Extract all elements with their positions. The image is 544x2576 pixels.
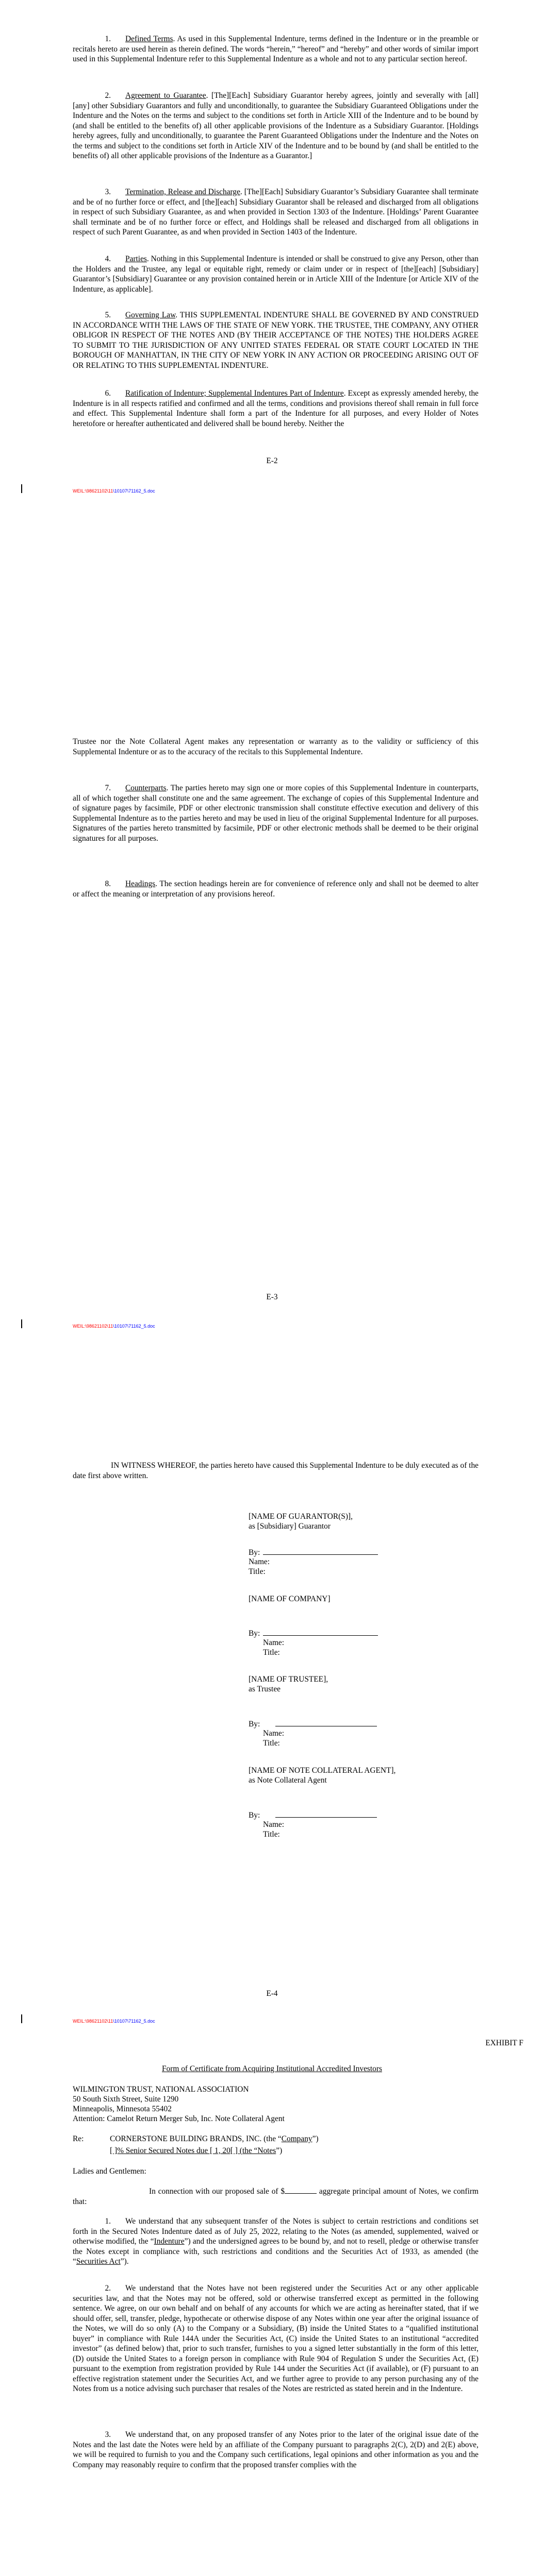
re-company: CORNERSTONE BUILDING BRANDS, INC. (the “Company”) bbox=[110, 2134, 319, 2143]
name-label: Name: bbox=[249, 1557, 270, 1566]
section-heading: Ratification of Indenture; Supplemental Indentures Part of Indenture bbox=[125, 389, 344, 398]
signatory-name: [NAME OF NOTE COLLATERAL AGENT], bbox=[249, 1766, 396, 1775]
signatory-name: [NAME OF TRUSTEE], bbox=[249, 1675, 328, 1684]
signature-line[interactable]: By: bbox=[249, 1810, 377, 1821]
page-number: E-4 bbox=[266, 1989, 278, 1998]
title-label: Title: bbox=[263, 1648, 280, 1657]
document-id: WEIL:\98621102\11\10107\71162_5.doc bbox=[73, 1324, 155, 1329]
clause-1: 1. We understand that any subsequent transfer of the Notes is subject to certain restrictions and conditions set forth in the Secured Notes Indenture dated as of July 25, 2022, relating to the Notes (as amended, supplemented, waived or otherwise modified, the “Indenture”) and the undersigned agrees to be bound by, and not to resell, pledge or otherwise transfer the Notes except in compliance with, such restrictions and conditions and the Securities Act of 1933, as amended (the “Securities Act”). bbox=[73, 2217, 479, 2266]
section-3-termination: 3. Termination, Release and Discharge. [The][Each] Subsidiary Guarantor’s Subsidiary Guarantee shall terminate and be of no further force or effect, and [the][each] Subsidiary Guarantor shall be released and discharged from all obligations in respect of such Subsidiary Guarantee, as and when provided in Section 1303 of the Indenture. [Holdings’ Parent Guarantee shall terminate and be of no further force or effect, and Holdings shall be released and discharged from all obligations in respect of such Parent Guarantee, as and when provided in Section 1403 of the Indenture. bbox=[73, 188, 479, 236]
re-label: Re: bbox=[73, 2134, 84, 2143]
section-6-ratification: 6. Ratification of Indenture; Supplemental Indentures Part of Indenture. Except as expressly amended hereby, the Indenture is in all respects ratified and confirmed and all the terms, conditions and provisions thereof shall remain in full force and effect. This Supplemental Indenture shall form a part of the Indenture for all purposes, and every Holder of Notes heretofore or hereafter authenticated and delivered shall be bound hereby. Neither the bbox=[73, 389, 479, 428]
address-line: Minneapolis, Minnesota 55402 bbox=[73, 2105, 172, 2113]
section-heading: Headings bbox=[125, 879, 156, 888]
form-title: Form of Certificate from Acquiring Institutional Accredited Investors bbox=[162, 2064, 382, 2073]
section-heading: Counterparts bbox=[125, 784, 167, 792]
section-4-parties: 4. Parties. Nothing in this Supplemental Indenture is intended or shall be construed to give any Person, other than the Holders and the Trustee, any legal or equitable right, remedy or claim under or in respect of [the][each] [Subsidiary] Guarantor’s [Subsidiary] Guarantee or any provision contained herein or in Article XIII of the Indenture [or Article XIV of the Indenture, as applicable]. bbox=[73, 255, 479, 294]
document-id: WEIL:\98621102\11\10107\71162_5.doc bbox=[73, 488, 155, 494]
title-label: Title: bbox=[249, 1567, 266, 1576]
address-line: 50 South Sixth Street, Suite 1290 bbox=[73, 2095, 179, 2104]
signatory-role: as Trustee bbox=[249, 1685, 281, 1693]
clause-3: 3. We understand that, on any proposed transfer of any Notes prior to the later of the original issue date of the Notes and the last date the Notes were held by an affiliate of the Company pursuant to paragraphs 2(C), 2(D) and 2(E) above, we will be required to furnish to you and the Company such certifications, legal opinions and other information as you and the Company may reasonably require to confirm that the proposed transfer complies with the bbox=[73, 2430, 479, 2469]
signature-line[interactable]: By: bbox=[249, 1547, 378, 1558]
re-notes: [ ]% Senior Secured Notes due [ 1, 20[ ] (the “Notes”) bbox=[110, 2146, 283, 2155]
section-2-agreement-to-guarantee: 2. Agreement to Guarantee. [The][Each] Subsidiary Guarantor hereby agrees, jointly and severally with [all] [any] other Subsidiary Guarantors and fully and unconditionally, to guarantee the Subsidiary Guaranteed Obligations under the Indenture and the Notes on the terms and subject to the conditions set forth in Article XIII of the Indenture and to be bound by (and shall be entitled to the benefits of) all other applicable provisions of the Indenture as a Subsidiary Guarantor. [Holdings hereby agrees, fully and unconditionally, to guarantee the Parent Guaranteed Obligations under the Indenture and the Notes on the terms and subject to the conditions set forth in Article XIV of the Indenture and to be bound by (and shall be entitled to the benefits of) all other applicable provisions of the Indenture as a Guarantor.] bbox=[73, 91, 479, 160]
amount-blank[interactable] bbox=[285, 2193, 317, 2194]
section-heading: Defined Terms bbox=[125, 35, 173, 43]
address-line: WILMINGTON TRUST, NATIONAL ASSOCIATION bbox=[73, 2085, 249, 2094]
title-label: Title: bbox=[263, 1830, 280, 1839]
document-id: WEIL:\98621102\11\10107\71162_5.doc bbox=[73, 2019, 155, 2024]
section-heading: Termination, Release and Discharge bbox=[125, 188, 240, 196]
section-1-defined-terms: 1. Defined Terms. As used in this Supplemental Indenture, terms defined in the Indenture or in the preamble or recitals hereto are used herein as therein defined. The words “herein,” “hereof” and “hereby” and other words of similar import used in this Supplemental Indenture refer to this Supplemental Indenture as a whole and not to any particular section hereof. bbox=[73, 35, 479, 63]
signatory-name: [NAME OF GUARANTOR(S)], bbox=[249, 1512, 353, 1521]
signatory-role: as Note Collateral Agent bbox=[249, 1776, 327, 1785]
name-label: Name: bbox=[263, 1820, 285, 1829]
signature-line[interactable]: By: bbox=[249, 1628, 378, 1639]
signatory-role: as [Subsidiary] Guarantor bbox=[249, 1522, 331, 1531]
continued-paragraph: Trustee nor the Note Collateral Agent makes any representation or warranty as to the validity or sufficiency of this Supplemental Indenture or as to the accuracy of the recitals to this Supplemental Indenture. bbox=[73, 737, 479, 756]
signatory-name: [NAME OF COMPANY] bbox=[249, 1595, 331, 1603]
section-heading: Governing Law bbox=[125, 311, 176, 319]
name-label: Name: bbox=[263, 1638, 285, 1647]
section-8-headings: 8. Headings. The section headings herein are for convenience of reference only and shall not be deemed to alter or affect the meaning or interpretation of any provisions hereof. bbox=[73, 879, 479, 899]
page-number: E-3 bbox=[266, 1293, 278, 1301]
salutation: Ladies and Gentlemen: bbox=[73, 2167, 146, 2176]
section-heading: Agreement to Guarantee bbox=[125, 91, 206, 100]
exhibit-label: EXHIBIT F bbox=[485, 2039, 523, 2047]
section-5-governing-law: 5. Governing Law. THIS SUPPLEMENTAL INDENTURE SHALL BE GOVERNED BY AND CONSTRUED IN ACCORDANCE WITH THE LAWS OF THE STATE OF NEW YORK. THE TRUSTEE, THE COMPANY, ANY OTHER OBLIGOR IN RESPECT OF THE NOTES AND (BY THEIR ACCEPTANCE OF THE NOTES) THE HOLDERS AGREE TO SUBMIT TO THE JURISDICTION OF ANY UNITED STATES FEDERAL OR STATE COURT LOCATED IN THE BOROUGH OF MANHATTAN, IN THE CITY OF NEW YORK IN ANY ACTION OR PROCEEDING ARISING OUT OF OR RELATING TO THIS SUPPLEMENTAL INDENTURE. bbox=[73, 311, 479, 370]
section-heading: Parties bbox=[125, 255, 147, 263]
name-label: Name: bbox=[263, 1729, 285, 1738]
page-number: E-2 bbox=[266, 456, 278, 465]
clause-2: 2. We understand that the Notes have not been registered under the Securities Act or any other applicable securities law, and that the Notes may not be offered, sold or otherwise transferred except as permitted in the following sentence. We agree, on our own behalf and on behalf of any accounts for which we are acting as hereinafter stated, that if we should offer, sell, transfer, pledge, hypothecate or otherwise dispose of any Notes within one year after the original issuance of the Notes, we will do so only (A) to the Company or a Subsidiary, (B) inside the United States to a “qualified institutional buyer” in compliance with Rule 144A under the Securities Act, (C) inside the United States to an institutional “accredited investor” (as defined below) that, prior to such transfer, furnishes to you a signed letter substantially in the form of this letter, (D) outside the United States to a foreign person in compliance with Rule 904 of Regulation S under the Securities Act, (E) pursuant to the exemption from registration provided by Rule 144 under the Securities Act (if available), or (F) pursuant to an effective registration statement under the Securities Act, and we further agree to provide to any person purchasing any of the Notes from us a notice advising such purchaser that resales of the Notes are restricted as stated herein and in the Indenture. bbox=[73, 2284, 479, 2393]
intro-paragraph: In connection with our proposed sale of $ aggregate principal amount of Notes, we confirm that: bbox=[73, 2187, 479, 2206]
section-7-counterparts: 7. Counterparts. The parties hereto may sign one or more copies of this Supplemental Indenture in counterparts, all of which together shall constitute one and the same agreement. The exchange of copies of this Supplemental Indenture and of signature pages by facsimile, PDF or other electronic transmission shall constitute effective execution and delivery of this Supplemental Indenture as to the parties hereto and may be used in lieu of the original Supplemental Indenture for all purposes. Signatures of the parties hereto transmitted by facsimile, PDF or other electronic methods shall be deemed to be their original signatures for all purposes. bbox=[73, 784, 479, 843]
signature-line[interactable]: By: bbox=[249, 1719, 377, 1730]
in-witness-whereof: IN WITNESS WHEREOF, the parties hereto have caused this Supplemental Indenture to be duly executed as of the date first above written. bbox=[73, 1461, 479, 1480]
address-line: Attention: Camelot Return Merger Sub, Inc. Note Collateral Agent bbox=[73, 2114, 285, 2123]
title-label: Title: bbox=[263, 1739, 280, 1748]
